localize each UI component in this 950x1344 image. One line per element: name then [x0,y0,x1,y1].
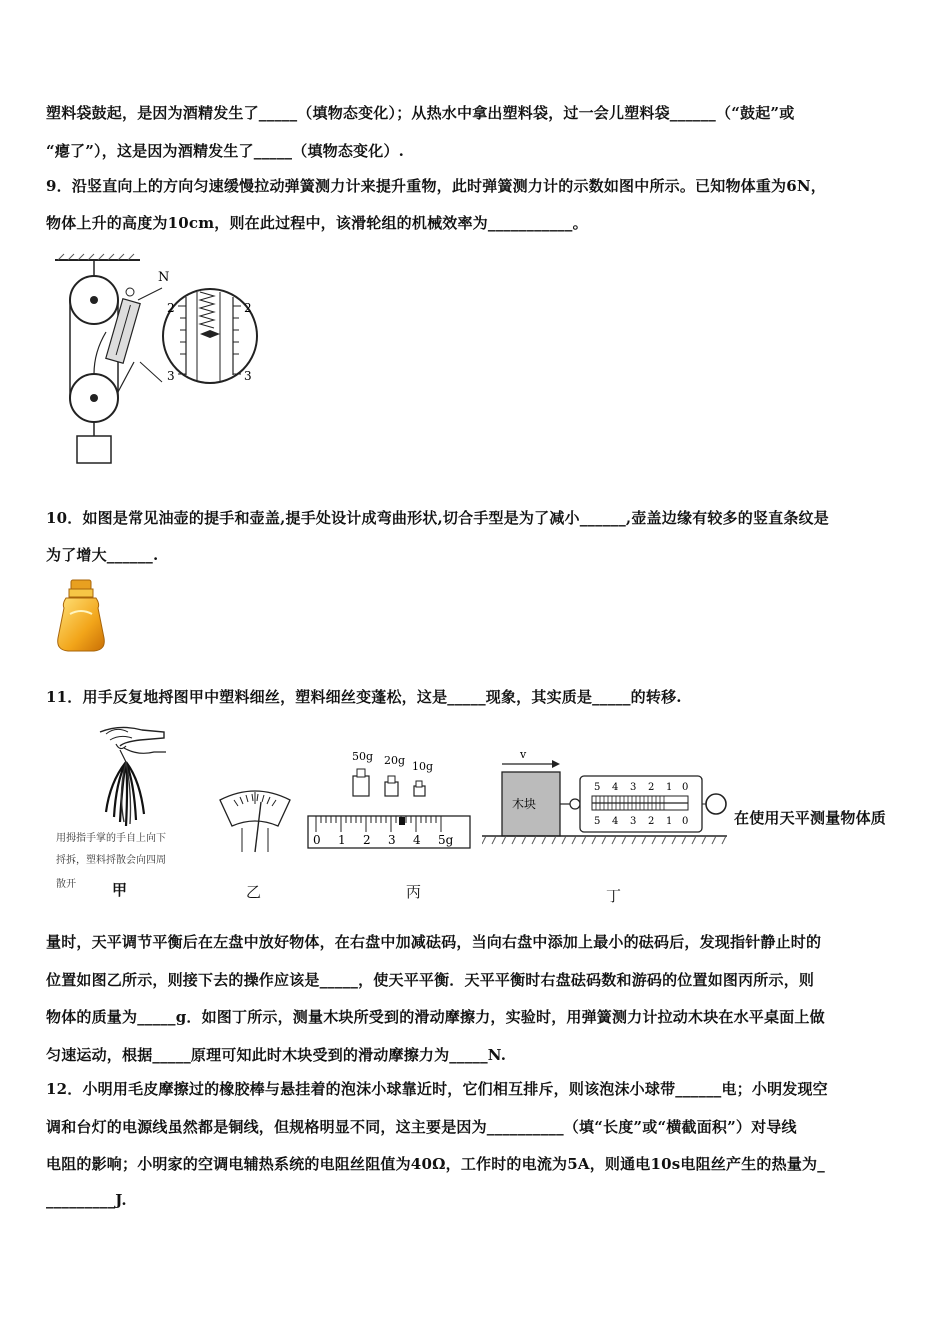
scale-label: 4 [413,833,421,847]
block-spring-scale-figure [482,744,734,848]
weight-label: 50g [352,750,374,763]
spring-tick-label: 2 [648,816,655,827]
scale-label: 5g [438,833,454,847]
question-11-line5: 匀速运动，根据_____原理可知此时木块受到的滑动摩擦力为_____N. [46,1046,507,1064]
scale-tick-label: 2 [167,301,175,315]
question-12-line2: 调和台灯的电源线虽然都是铜线，但规格明显不同，这主要是因为__________（填“长度”或“横截面积”）对导线 [46,1118,797,1136]
velocity-label: v [520,748,527,761]
spring-tick-label: 0 [682,816,689,827]
figure-note: 散开 [56,879,76,890]
scale-label: 3 [388,833,396,847]
block-label: 木块 [512,797,537,811]
spring-tick-label: 1 [666,816,673,827]
question-9-line2: 物体上升的高度为10cm，则在此过程中，该滑轮组的机械效率为___________。 [46,214,588,232]
question-11-line3: 位置如图乙所示，则接下去的操作应该是_____，使天平平衡．天平平衡时右盘砝码数和游码的位置如图丙所示，则 [46,971,815,989]
weights-rider-scale-figure [306,742,474,856]
spring-tick-label: 4 [612,782,619,793]
scale-label: 1 [338,833,346,847]
question-11-inline-tail: 在使用天平测量物体质 [734,809,887,827]
question-9-line1: 9．沿竖直向上的方向匀速缓慢拉动弹簧测力计来提升重物，此时弹簧测力计的示数如图中所示。已知物体重为6N， [46,177,826,195]
scale-tick-label: 2 [244,301,252,315]
figure-label-yi: 乙 [246,883,262,901]
figure-label-ding: 丁 [606,887,622,905]
question-12-line3: 电阻的影响；小明家的空调电辅热系统的电阻丝阻值为40Ω，工作时的电流为5A，则通电10s电阻丝产生的热量为_ [46,1155,825,1173]
balance-pointer-figure [216,786,294,854]
weight-label: 20g [384,754,406,767]
oil-pot-image [52,578,110,654]
text-line: 塑料袋鼓起，是因为酒精发生了_____（填物态变化）；从热水中拿出塑料袋，过一会儿塑料袋______（“鼓起”或 [46,104,795,122]
question-10-line1: 10．如图是常见油壶的提手和壶盖,提手处设计成弯曲形状,切合手型是为了减小______,壶盖边缘有较多的竖直条纹是 [46,509,829,527]
question-11-line2: 量时，天平调节平衡后在左盘中放好物体，在右盘中加减砝码，当向右盘中添加上最小的砝码后，发现指针静止时的 [46,933,822,951]
question-12-line1: 12．小明用毛皮摩擦过的橡胶棒与悬挂着的泡沫小球靠近时，它们相互排斥，则该泡沫小球带______电；小明发现空 [46,1080,828,1098]
pulley-spring-scale-figure [50,252,265,470]
question-11-line1: 11．用手反复地捋图甲中塑料细丝，塑料细丝变蓬松，这是_____现象，其实质是_____的转移. [46,688,682,706]
figure-note: 用拇指手掌的手自上向下 [56,833,166,844]
weight-label: 10g [412,760,434,773]
scale-tick-label: 3 [244,369,252,383]
figure-label-bing: 丙 [406,883,422,901]
figure-label-jia: 甲 [112,881,128,899]
spring-tick-label: 5 [594,816,601,827]
scale-label: 0 [313,833,321,847]
spring-tick-label: 3 [630,782,637,793]
question-10-line2: 为了增大______. [46,546,159,564]
spring-tick-label: 0 [682,782,689,793]
question-12-line4: _________J. [46,1191,127,1209]
scale-unit-label: N [158,270,170,285]
scale-tick-label: 3 [167,369,175,383]
figure-note: 捋拆，塑料捋散会向四周 [56,855,166,866]
spring-tick-label: 5 [594,782,601,793]
question-11-line4: 物体的质量为_____g．如图丁所示，测量木块所受到的滑动摩擦力，实验时，用弹簧测力计拉动木块在水平桌面上做 [46,1008,825,1026]
spring-tick-label: 1 [666,782,673,793]
scale-label: 2 [363,833,371,847]
spring-tick-label: 3 [630,816,637,827]
spring-tick-label: 2 [648,782,655,793]
spring-tick-label: 4 [612,816,619,827]
text-line: “瘪了”），这是因为酒精发生了_____（填物态变化）. [46,142,405,160]
plastic-strands-hand-figure [80,722,176,832]
